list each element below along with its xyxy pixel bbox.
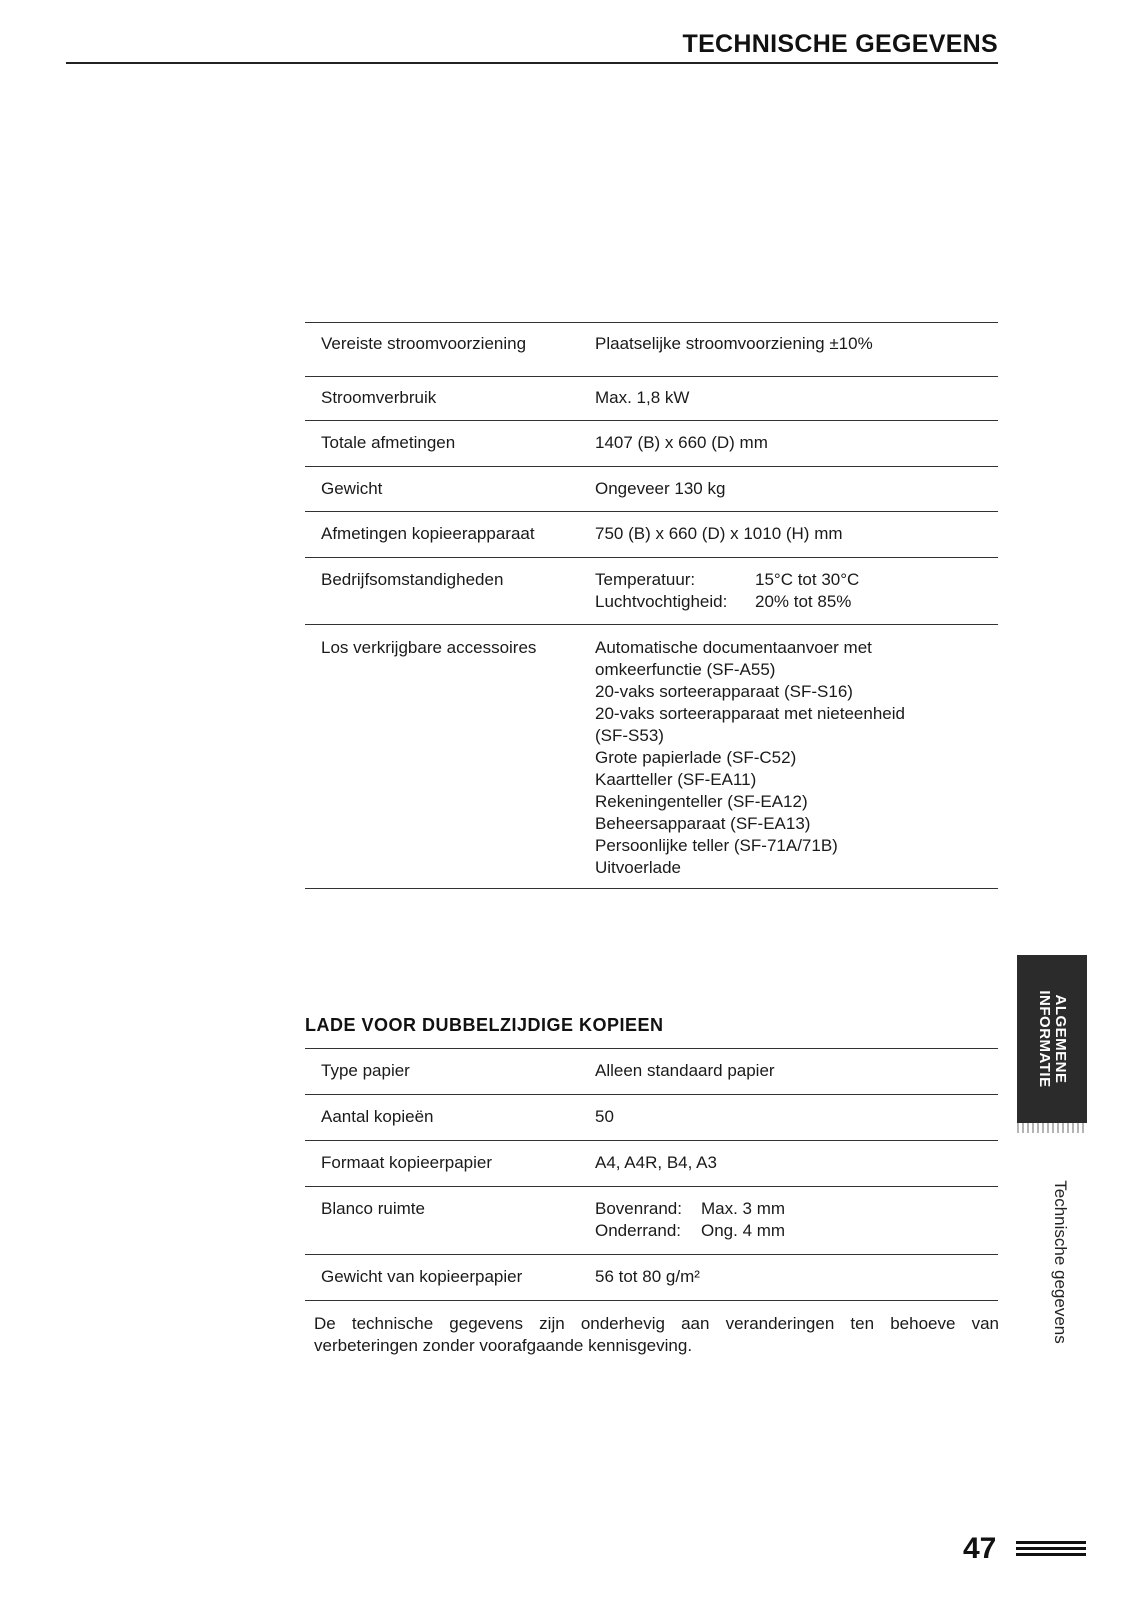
spec-label: Vereiste stroomvoorziening [305, 323, 595, 377]
spec-value: 1407 (B) x 660 (D) mm [595, 421, 998, 467]
disclaimer-note: De technische gegevens zijn onderhevig aan veranderingen ten behoeve van verbeteringen zonder voorafgaande kennisgeving. [314, 1314, 999, 1355]
spec-label: Afmetingen kopieerapparaat [305, 512, 595, 558]
accessory-line: (SF-S53) [595, 726, 664, 745]
specifications-table [305, 322, 998, 889]
spec-label: Formaat kopieerpapier [305, 1141, 595, 1187]
kv-key: Temperatuur: [595, 570, 696, 589]
spec-label: Gewicht [305, 467, 595, 512]
spec-value [595, 1187, 998, 1255]
kv-line [595, 1198, 998, 1220]
accessory-line: Rekeningenteller (SF-EA12) [595, 792, 808, 811]
spec-label: Blanco ruimte [305, 1187, 595, 1255]
accessory-line: Beheersapparaat (SF-EA13) [595, 814, 811, 833]
table-row [305, 1141, 998, 1187]
spec-value [595, 558, 998, 625]
accessory-line: omkeerfunctie (SF-A55) [595, 660, 776, 679]
duplex-table [305, 1048, 998, 1301]
table-row [305, 421, 998, 467]
section-title: LADE VOOR DUBBELZIJDIGE KOPIEEN [305, 1015, 664, 1035]
section-tab-line: INFORMATIE [1036, 990, 1053, 1088]
kv-key: Luchtvochtigheid: [595, 592, 728, 611]
table-row [305, 512, 998, 558]
table-row [305, 625, 998, 889]
kv-key: Onderrand: [595, 1221, 681, 1240]
tab-edge-decoration [1017, 1123, 1087, 1133]
page-number-bars-icon [1016, 1541, 1086, 1559]
table-row [305, 1049, 998, 1095]
accessory-line: Automatische documentaanvoer met [595, 638, 872, 657]
table-row [305, 1187, 998, 1255]
spec-label: Stroomverbruik [305, 377, 595, 421]
kv-value: 20% tot 85% [755, 592, 852, 611]
header-rule [66, 62, 998, 64]
table-row [305, 323, 998, 377]
accessory-line: 20-vaks sorteerapparaat met nieteenheid [595, 704, 905, 723]
spec-label: Bedrijfsomstandigheden [305, 558, 595, 625]
spec-label: Los verkrijgbare accessoires [305, 625, 595, 889]
table-row [305, 1255, 998, 1301]
accessory-line: Persoonlijke teller (SF-71A/71B) [595, 836, 838, 855]
kv-line [595, 1220, 998, 1242]
side-section-label: Technische gegevens [1051, 1180, 1070, 1344]
page-title: TECHNISCHE GEGEVENS [682, 30, 998, 58]
accessory-line: 20-vaks sorteerapparaat (SF-S16) [595, 682, 853, 701]
spec-value: 56 tot 80 g/m² [595, 1255, 998, 1301]
kv-key: Bovenrand: [595, 1199, 682, 1218]
accessory-line: Kaartteller (SF-EA11) [595, 770, 757, 789]
spec-label: Aantal kopieën [305, 1095, 595, 1141]
spec-value: Ongeveer 130 kg [595, 467, 998, 512]
spec-value: A4, A4R, B4, A3 [595, 1141, 998, 1187]
kv-value: Max. 3 mm [701, 1199, 786, 1218]
spec-value: Alleen standaard papier [595, 1049, 998, 1095]
table-row [305, 558, 998, 625]
table-row [305, 1095, 998, 1141]
kv-line [595, 591, 998, 613]
spec-label: Type papier [305, 1049, 595, 1095]
page-number: 47 [963, 1532, 997, 1565]
table-row [305, 377, 998, 421]
spec-label: Totale afmetingen [305, 421, 595, 467]
spec-value [595, 625, 998, 889]
spec-label: Gewicht van kopieerpapier [305, 1255, 595, 1301]
section-tab-line: ALGEMENE [1052, 994, 1069, 1084]
section-tab-label [1036, 990, 1068, 1087]
spec-value: Plaatselijke stroomvoorziening ±10% [595, 323, 998, 377]
table-row [305, 467, 998, 512]
kv-line [595, 569, 998, 591]
spec-value: 750 (B) x 660 (D) x 1010 (H) mm [595, 512, 998, 558]
kv-value: Ong. 4 mm [701, 1221, 786, 1240]
kv-value: 15°C tot 30°C [755, 570, 860, 589]
spec-value: Max. 1,8 kW [595, 377, 998, 421]
accessory-line: Grote papierlade (SF-C52) [595, 748, 797, 767]
accessory-line: Uitvoerlade [595, 858, 681, 877]
spec-value: 50 [595, 1095, 998, 1141]
